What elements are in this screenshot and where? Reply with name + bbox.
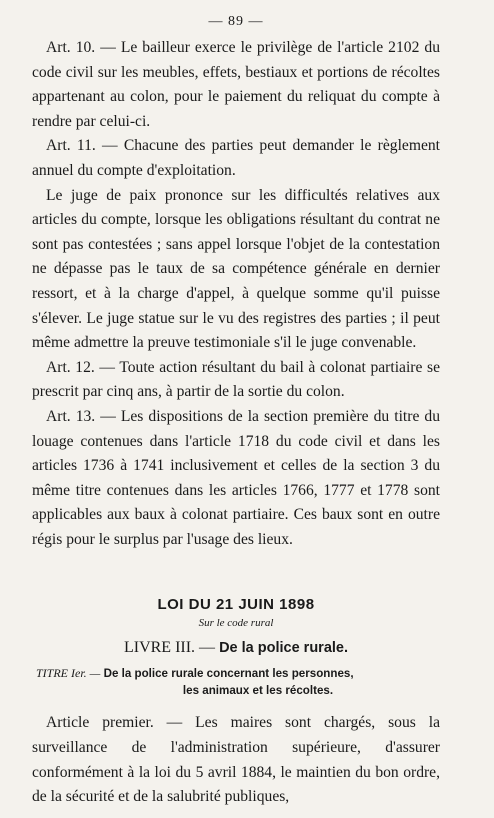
livre-title: De la police rurale.: [219, 640, 349, 657]
juge-de-paix-paragraph: Le juge de paix prononce sur les difficultés relatives aux articles du compte, lorsque les obligations résultant du contrat ne sont pas contestées ; sans appel lorsque l'objet de la contestation ne dépasse pas le taux de sa compétence générale en dernier ressort, et à la charge d'appel, à quelque somme qu'il puisse s'élever. Le juge statue sur le vu des registres des parties ; il peut même admettre la preuve testimoniale s'il le juge convenable.: [32, 186, 440, 352]
titre-line-2: les animaux et les récoltes.: [182, 684, 334, 698]
titre-label: TITRE Ier. —: [36, 666, 101, 681]
livre-prefix: LIVRE III. —: [123, 639, 220, 657]
law-subtitle: Sur le code rural: [198, 617, 274, 630]
livre-heading: [32, 639, 440, 657]
article-13: Art. 13. — Les dispositions de la section première du titre du louage contenues dans l'article 1718 du code civil et dans les articles 1736 à 1741 inclusivement et celles de la section 3 du même titre contenues dans les articles 1766, 1777 et 1778 sont applicables aux baux à colonat partiaire. Ces baux sont en outre régis pour le surplus par l'usage des lieux.: [32, 407, 440, 548]
titre-heading: [32, 665, 440, 699]
section-gap: [32, 552, 440, 592]
article-premier: Article premier. — Les maires sont chargés, sous la surveillance de l'administration supérieure, d'assurer conformément à la loi du 5 avril 1884, le maintien du bon ordre, de la sécurité et de la salubrité publiques,: [32, 714, 440, 806]
article-12: Art. 12. — Toute action résultant du bail à colonat partiaire se prescrit par cinq ans, à partir de la sortie du colon.: [32, 358, 440, 401]
titre-line-1: De la police rurale concernant les personnes,: [100, 667, 354, 681]
law-title: LOI DU 21 JUIN 1898: [157, 596, 315, 614]
page-number: — 89 —: [208, 14, 264, 29]
article-10: Art. 10. — Le bailleur exerce le privilège de l'article 2102 du code civil sur les meubles, effets, bestiaux et portions de récoltes appartenant au colon, pour le paiement du reliquat du compte à rendre par celui-ci.: [32, 39, 440, 130]
article-11: Art. 11. — Chacune des parties peut demander le règlement annuel du compte d'exploitation.: [32, 137, 440, 179]
